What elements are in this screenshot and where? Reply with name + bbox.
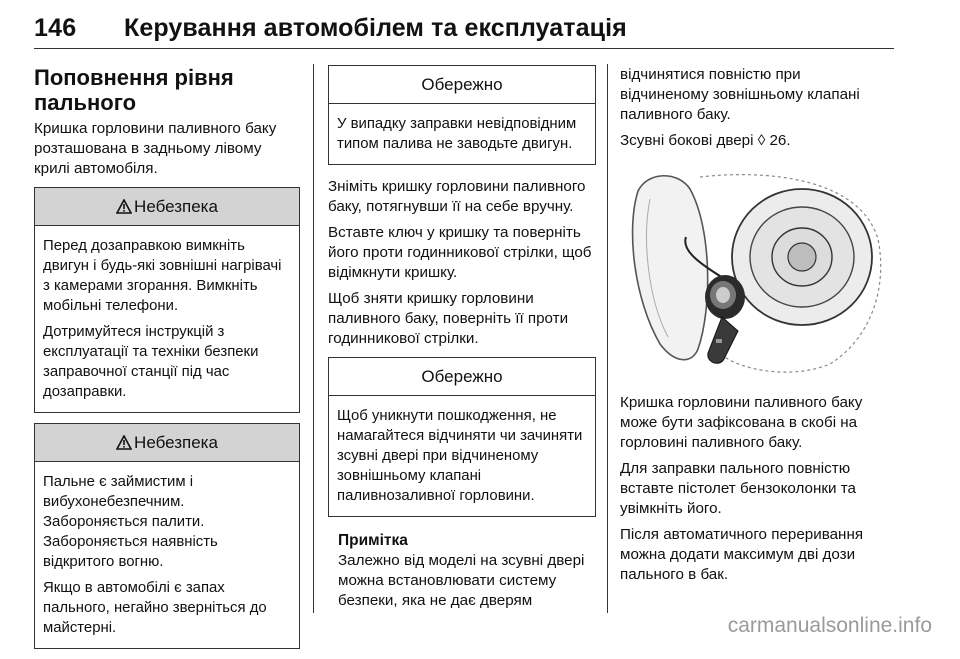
danger-box-header: [35, 424, 299, 462]
danger-box-body: [35, 462, 299, 648]
chapter-title: Керування автомобілем та експлуатація: [124, 14, 627, 42]
column-divider: [607, 64, 608, 613]
note-block: [328, 531, 596, 611]
column-3: [620, 65, 892, 591]
caution-text: У випадку заправки невідповідним типом палива не заводьте двигун.: [337, 116, 577, 152]
caution-text: Щоб уникнути пошкодження, не намагайтеся відчиняти чи зачиняти зсувні двері при відчиненому зовнішньому клапані паливнозаливної горловини.: [337, 408, 583, 504]
note-title: Примітка: [338, 532, 408, 549]
body-paragraph: Зніміть кришку горловини паливного баку, потягнувши її на себе вручну.: [328, 178, 586, 215]
body-paragraph: Кришка горловини паливного баку може бути зафіксована в скобі на горловині паливного баку.: [620, 394, 863, 451]
body-paragraph: Після автоматичного переривання можна додати максимум дві дози пального в бак.: [620, 526, 864, 583]
danger-paragraph: Перед дозаправкою вимкніть двигун і будь-які зовнішні нагрівачі з камерами згорання. Вимкніть мобільні телефони.: [43, 238, 282, 314]
danger-box-body: [35, 226, 299, 412]
page-number: 146: [34, 14, 77, 42]
caution-box-body: [329, 104, 595, 164]
danger-paragraph: Пальне є займистим і вибухонебезпечним. Забороняється палити. Забороняється наявність відкритого вогню.: [43, 474, 218, 570]
danger-box-title: Небезпека: [134, 197, 218, 216]
body-paragraph: Вставте ключ у кришку та поверніть його проти годинникової стрілки, щоб відімкнути кришку.: [328, 224, 592, 281]
danger-paragraph: Дотримуйтеся інструкцій з експлуатації та техніки безпеки заправочної станції під час дозаправки.: [43, 324, 259, 400]
caution-box-header: Обережно: [329, 66, 595, 104]
warning-triangle-icon: [116, 426, 132, 463]
caution-box-header: Обережно: [329, 358, 595, 396]
fuel-filler-cap-illustration: [620, 159, 892, 385]
body-paragraph: Щоб зняти кришку горловини паливного баку, поверніть її проти годинникової стрілки.: [328, 290, 569, 347]
warning-triangle-icon: [116, 190, 132, 227]
danger-box: [34, 187, 300, 413]
column-divider: [313, 64, 314, 613]
column-1: [34, 65, 300, 659]
watermark: carmanualsonline.info: [727, 614, 932, 637]
column-2: [328, 65, 596, 617]
danger-box-header: [35, 188, 299, 226]
intro-paragraph: Кришка горловини паливного баку розташована в задньому лівому крилі автомобіля.: [34, 120, 277, 177]
body-paragraph: Для заправки пального повністю вставте пістолет бензоколонки та увімкніть його.: [620, 460, 856, 517]
caution-box-body: [329, 396, 595, 516]
continuation-paragraph: відчинятися повністю при відчиненому зовнішньому клапані паливного баку.: [620, 66, 860, 123]
caution-box: [328, 65, 596, 165]
caution-box: [328, 357, 596, 517]
danger-box-title: Небезпека: [134, 433, 218, 452]
note-text: Залежно від моделі на зсувні двері можна встановлювати систему безпеки, яка не дає дверям: [338, 552, 585, 609]
section-title: Поповнення рівня пального: [34, 65, 234, 115]
cross-reference: Зсувні бокові двері ◊ 26.: [620, 132, 791, 149]
page-header: [34, 14, 894, 49]
danger-box: [34, 423, 300, 649]
danger-paragraph: Якщо в автомобілі є запах пального, негайно зверніться до майстерні.: [43, 580, 267, 636]
